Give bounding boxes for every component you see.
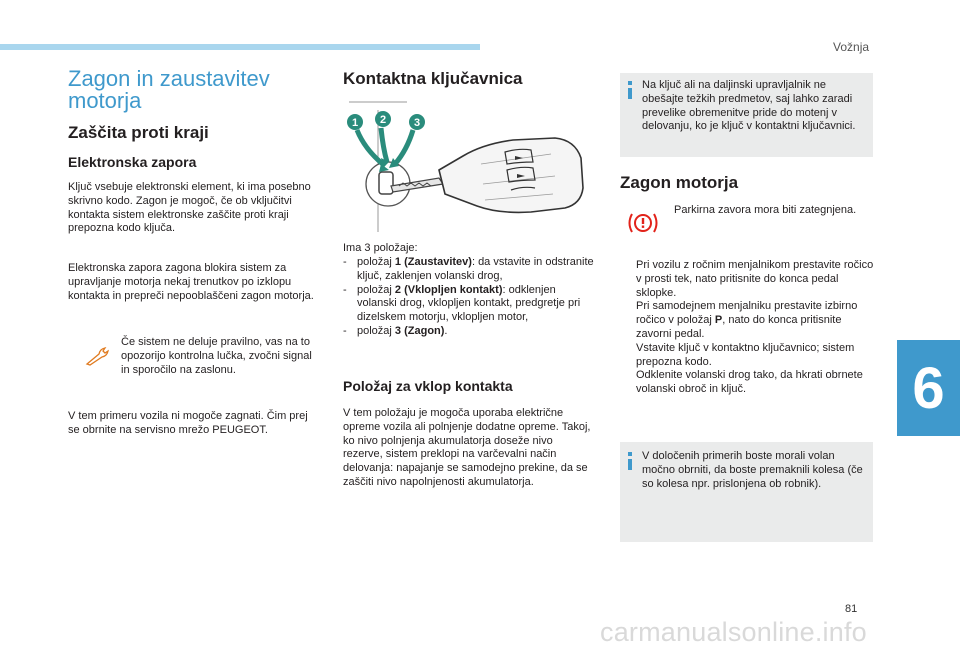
start-steps-list	[620, 259, 874, 397]
wrench-icon	[85, 346, 113, 366]
page-title: Zagon in zaustavitev motorja	[68, 66, 270, 113]
header-bar	[0, 44, 480, 50]
positions-list	[343, 256, 595, 339]
page-number: 81	[845, 603, 858, 615]
heading-immobiliser: Elektronska zapora	[68, 154, 197, 170]
paragraph-ignition-on: V tem položaju je mogoča uporaba električne opreme vozila ali polnjenje dodatne opreme. Takoj, ko nivo polnjenja akumulatorja doseže nivo rezerve, sistem preklopi na varčevalni način delovanja: napajanje se samodejno prekine, da se zaščiti nivo napolnjenosti akumulatorja.	[343, 407, 591, 488]
parking-brake-warning-icon	[625, 210, 661, 236]
diagram-label-2: 2	[379, 114, 387, 126]
info-text: Na ključ ali na daljinski upravljalnik ne obešajte težkih predmetov, saj lahko zaradi prevelike obremenitve pride do motenj v delovanju, ko je ključ v kontaktni ključavnici.	[642, 79, 856, 133]
paragraph-dealer: V tem primeru vozila ni mogoče zagnati. Čim prej se obrnite na servisno mrežo PEUGEOT.	[68, 410, 308, 436]
list-item: - položaj 1 (Zaustavitev): da vstavite in odstranite ključ, zaklenjen volanski drog,	[343, 256, 594, 282]
section-title: Vožnja	[833, 40, 870, 54]
list-item: Pri vozilu z ročnim menjalnikom prestavite ročico v prosti tek, nato pritisnite do konca pedal sklopke.	[636, 259, 874, 299]
diagram-label-1: 1	[351, 117, 359, 129]
paragraph-immobiliser: Elektronska zapora zagona blokira sistem za upravljanje motorja nekaj trenutkov po izklopu kontakta in prepreči nepooblaščeni zagon motorja.	[68, 262, 314, 302]
heading-ignition-switch: Kontaktna ključavnica	[343, 69, 523, 88]
watermark: carmanualsonline.info	[600, 617, 867, 647]
paragraph-key-code: Ključ vsebuje elektronski element, ki ima posebno skrivno kodo. Zagon je mogoč, če ob vključitvi kontakta sistem elektronske zaščite proti kraji prepozna kodo ključa.	[68, 181, 311, 235]
positions-intro: Ima 3 položaje:	[343, 242, 418, 254]
heading-starting-engine: Zagon motorja	[620, 173, 739, 192]
list-item: - položaj 3 (Zagon).	[343, 324, 448, 337]
info-icon	[628, 81, 632, 85]
info-box-key-weight	[620, 73, 873, 157]
list-item: Vstavite ključ v kontaktno ključavnico; sistem prepozna kodo.	[636, 341, 855, 368]
ignition-key-diagram	[343, 100, 590, 232]
list-item: - položaj 2 (Vklopljen kontakt): odklenjen volanski drog, vklopljen kontakt, predgretje pri dizelskem motorju, vklopljen motor,	[343, 283, 581, 324]
list-item: Odklenite volanski drog tako, da hkrati obrnete volanski obroč in ključ.	[636, 369, 863, 396]
info-icon	[628, 452, 632, 456]
note-malfunction: Če sistem ne deluje pravilno, vas na to opozorijo kontrolna lučka, zvočni signal in sporočilo na zaslonu.	[121, 336, 312, 376]
list-item: Pri samodejnem menjalniku prestavite izbirno ročico v položaj P, nato do konca pritisnite zavorni pedal.	[636, 300, 858, 340]
parking-brake-note: Parkirna zavora mora biti zategnjena.	[674, 204, 857, 216]
info-box-steering	[620, 442, 873, 542]
chapter-tab: 6	[897, 340, 960, 436]
diagram-label-3: 3	[413, 117, 421, 129]
subtitle-anti-theft: Zaščita proti kraji	[68, 123, 209, 142]
info-text: V določenih primerih boste morali volan močno obrniti, da boste premaknili kolesa (če so kolesa npr. prislonjena ob robnik).	[642, 450, 863, 490]
heading-ignition-on: Položaj za vklop kontakta	[343, 378, 513, 394]
